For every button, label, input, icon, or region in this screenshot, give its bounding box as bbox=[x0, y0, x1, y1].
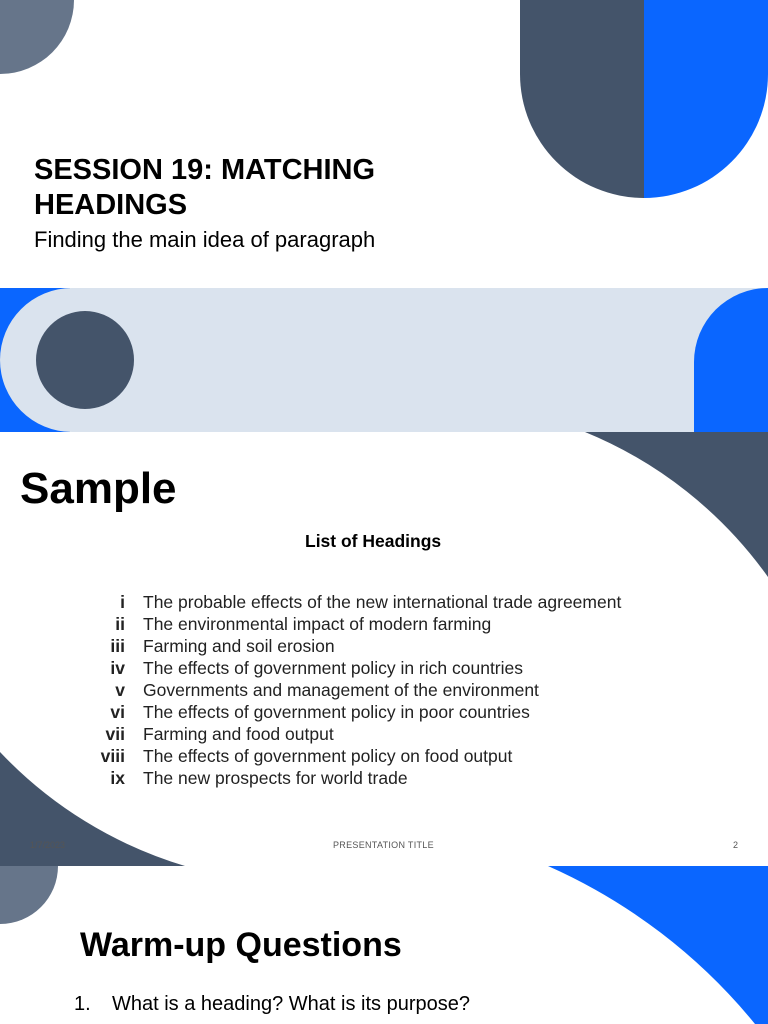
slate-half-circle-shape bbox=[0, 866, 58, 924]
sample-title: Sample bbox=[20, 464, 177, 513]
heading-text: The probable effects of the new international trade agreement bbox=[143, 591, 622, 612]
heading-item bbox=[80, 745, 621, 767]
heading-number: iii bbox=[110, 635, 125, 656]
question-text: What is a heading? What is its purpose? bbox=[112, 993, 470, 1015]
heading-number: viii bbox=[100, 745, 125, 766]
heading-item bbox=[80, 591, 621, 613]
band-shapes bbox=[0, 288, 768, 432]
headings-list bbox=[80, 591, 621, 789]
heading-item bbox=[80, 635, 621, 657]
corner-quarter-circle-shape bbox=[0, 0, 74, 74]
question-item bbox=[74, 993, 470, 1016]
decorative-band bbox=[0, 288, 768, 432]
heading-number: v bbox=[115, 679, 125, 700]
heading-text: Farming and soil erosion bbox=[143, 635, 335, 656]
heading-number: i bbox=[120, 591, 125, 612]
navy-leaf-shape bbox=[520, 0, 644, 198]
warm-up-title: Warm-up Questions bbox=[80, 926, 402, 964]
heading-text: Governments and management of the environment bbox=[143, 679, 539, 700]
heading-text: The effects of government policy in poor countries bbox=[143, 701, 530, 722]
heading-text: The effects of government policy on food output bbox=[143, 745, 513, 766]
session-title: SESSION 19: MATCHING HEADINGS bbox=[34, 154, 376, 221]
band-circle-shape bbox=[36, 311, 134, 409]
heading-number: ii bbox=[115, 613, 125, 634]
blue-leaf-shape bbox=[644, 0, 768, 198]
heading-text: The effects of government policy in rich countries bbox=[143, 657, 524, 678]
question-number: 1. bbox=[74, 993, 91, 1015]
heading-item bbox=[80, 767, 621, 789]
heading-text: The new prospects for world trade bbox=[143, 767, 408, 788]
heading-text: Farming and food output bbox=[143, 723, 334, 744]
heading-number: iv bbox=[110, 657, 125, 678]
heading-item bbox=[80, 657, 621, 679]
heading-number: vii bbox=[105, 723, 125, 744]
heading-text: The environmental impact of modern farming bbox=[143, 613, 492, 634]
footer-page-number: 2 bbox=[733, 840, 739, 850]
footer-date: 1/7/2023 bbox=[30, 840, 66, 850]
heading-item bbox=[80, 679, 621, 701]
heading-item bbox=[80, 613, 621, 635]
footer-presentation-title: PRESENTATION TITLE bbox=[333, 840, 434, 850]
heading-number: ix bbox=[110, 767, 125, 788]
heading-item bbox=[80, 701, 621, 723]
warm-up-questions-list bbox=[74, 993, 470, 1016]
list-of-headings-title: List of Headings bbox=[305, 531, 442, 551]
session-subtitle: Finding the main idea of paragraph bbox=[34, 227, 376, 252]
slide-1 bbox=[0, 0, 768, 288]
heading-item bbox=[80, 723, 621, 745]
heading-number: vi bbox=[110, 701, 125, 722]
blue-corner-arc-shape bbox=[548, 866, 768, 1024]
